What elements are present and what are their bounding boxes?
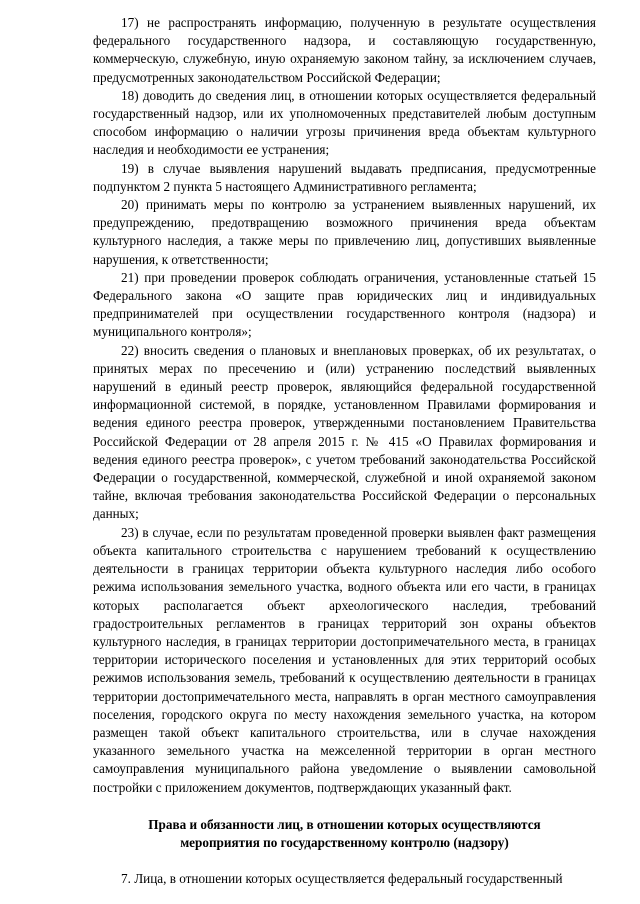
section-heading-line-2: мероприятия по государственному контролю (надзору) (180, 834, 509, 850)
paragraph-item-20: 20) принимать меры по контролю за устранением выявленных нарушений, их предупреждению, предотвращению возможного причинения вреда объектам культурного наследия, а также меры по привлечению лиц, допустивших выявленные нарушения, к ответственности; (93, 197, 596, 267)
paragraph-item-23: 23) в случае, если по результатам проведенной проверки выявлен факт размещения объекта капитального строительства с нарушением требований к осуществлению деятельности в границах территории объекта культурного наследия либо особого режима использования земельного участка, водного объекта или его части, в границах которых располагается объект археологического наследия, требований градостроительных регламентов в границах территорий зон охраны объектов культурного наследия, в границах территории достопримечательного места, в границах территории исторического поселения и установленных для этих территорий особых режимов использования земель, требований к осуществлению деятельности в границах территории достопримечательного места, направлять в орган местного самоуправления поселения, городского округа по месту нахождения земельного участка, на котором размещен такой объект капитального строительства, или в случае нахождения указанного земельного участка на межселенной территории в орган местного самоуправления муниципального района уведомление о выявлении самовольной постройки с приложением документов, подтверждающих указанный факт. (93, 524, 596, 795)
section-heading (93, 816, 596, 852)
paragraph-item-7: 7. Лица, в отношении которых осуществляется федеральный государственный (121, 871, 563, 887)
paragraph-item-18: 18) доводить до сведения лиц, в отношении которых осуществляется федеральный государственный надзор, или их уполномоченных представителей любым доступным способом информацию о наличии угрозы причинения вреда объектам культурного наследия и необходимости ее устранения; (93, 87, 596, 158)
paragraph-item-21: 21) при проведении проверок соблюдать ограничения, установленные статьей 15 Федерального закона «О защите прав юридических лиц и индивидуальных предпринимателей при осуществлении государственного контроля (надзора) и муниципального контроля»; (93, 269, 596, 340)
paragraph-item-17: 17) не распространять информацию, полученную в результате осуществления федерального государственного надзора, и составляющую государственную, коммерческую, служебную, иную охраняемую законом тайну, за исключением случаев, предусмотренных законодательством Российской Федерации; (93, 15, 596, 85)
paragraph-item-19: 19) в случае выявления нарушений выдавать предписания, предусмотренные подпунктом 2 пункта 5 настоящего Административного регламента; (93, 160, 596, 194)
paragraph-item-22: 22) вносить сведения о плановых и внеплановых проверках, об их результатах, о принятых мерах по пресечению и (или) устранению последствий выявленных нарушений в единый реестр проверок, являющийся федеральной государственной информационной системой, в порядке, установленном Правилами формирования и ведения единого реестра проверок, утвержденными постановлением Правительства Российской Федерации от 28 апреля 2015 г. № 415 «О Правилах формирования и ведения единого реестра проверок», с учетом требований законодательства Российской Федерации о государственной, коммерческой, служебной и иной охраняемой законом тайне, включая требования законодательства Российской Федерации о персональных данных; (93, 342, 596, 522)
section-heading-line-1: Права и обязанности лиц, в отношении которых осуществляются (148, 816, 541, 832)
